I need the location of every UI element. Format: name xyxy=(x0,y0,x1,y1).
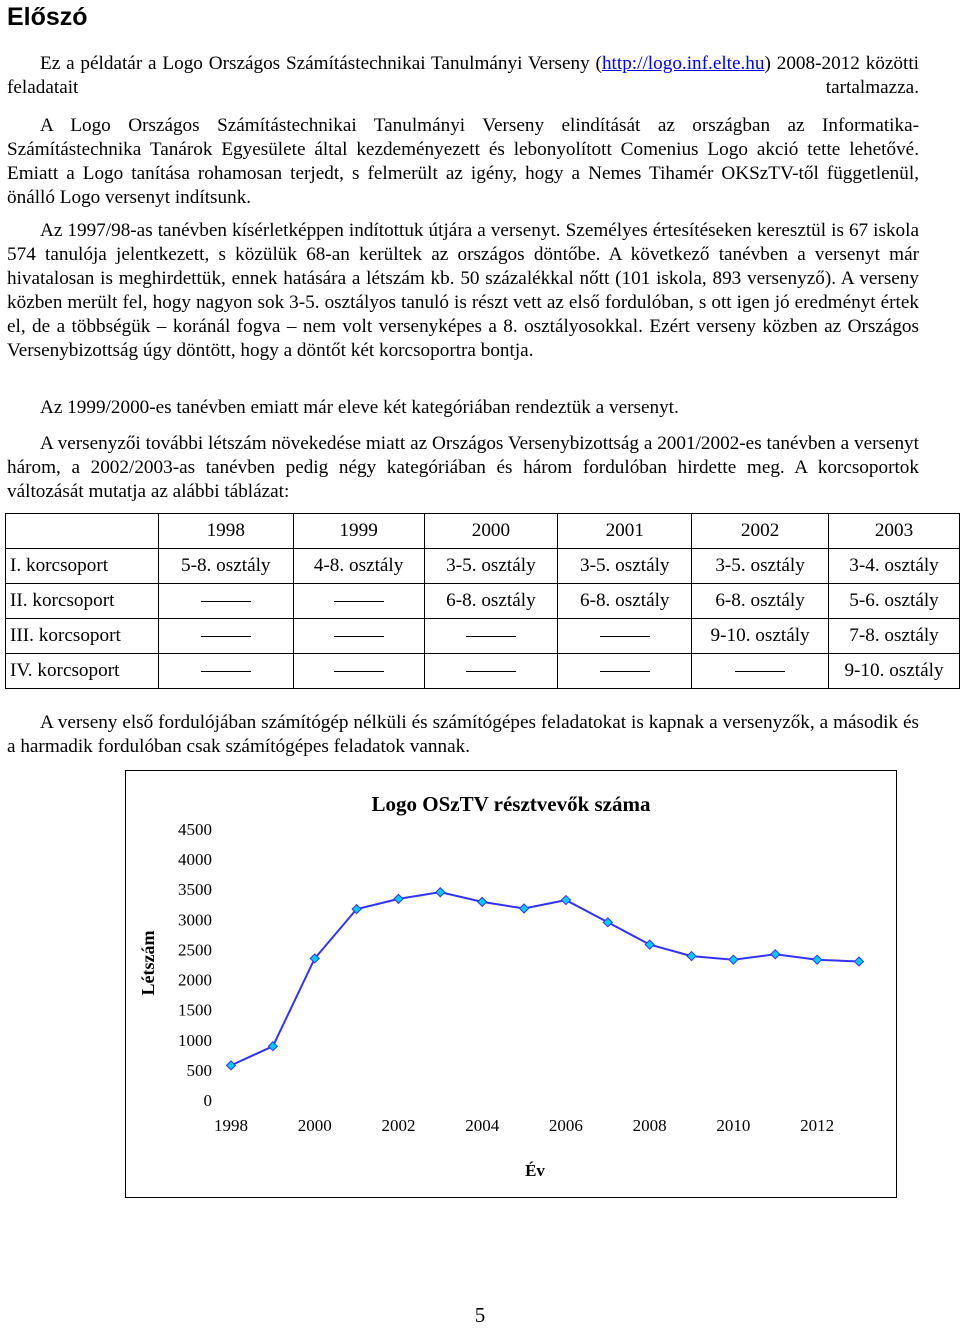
page-title: Előszó xyxy=(7,3,88,31)
table-cell xyxy=(692,654,829,689)
not-applicable-dash xyxy=(334,636,384,637)
rounds-paragraph: A verseny első fordulójában számítógép nélküli és számítógépes feladatokat is kapnak a versenyzők, a második és a harmadik fordulóban csak számítógépes feladatok vannak. xyxy=(7,712,919,757)
table-cell: 6-8. osztály xyxy=(692,584,829,619)
data-point xyxy=(227,1061,236,1070)
table-cell xyxy=(293,584,424,619)
data-point xyxy=(645,940,654,949)
data-point xyxy=(394,894,403,903)
data-point xyxy=(268,1042,277,1051)
table-cell xyxy=(158,619,293,654)
table-cell xyxy=(158,654,293,689)
y-tick-label: 1500 xyxy=(178,1000,212,1020)
table-header-cell xyxy=(6,514,159,549)
table-row xyxy=(6,619,960,654)
table-cell: 6-8. osztály xyxy=(558,584,692,619)
not-applicable-dash xyxy=(334,671,384,672)
y-axis-label: Létszám xyxy=(138,930,158,996)
intro-paragraph xyxy=(7,52,919,100)
table-cell: 3-5. osztály xyxy=(692,549,829,584)
x-tick-label: 2010 xyxy=(716,1116,751,1135)
not-applicable-dash xyxy=(334,601,384,602)
data-point xyxy=(561,896,570,905)
table-row-label: IV. korcsoport xyxy=(6,654,159,689)
x-tick-label: 1998 xyxy=(214,1116,248,1135)
y-tick-label: 4000 xyxy=(178,850,212,870)
x-tick-label: 2004 xyxy=(465,1116,500,1135)
participants-chart xyxy=(125,770,897,1198)
page-number: 5 xyxy=(474,1303,486,1327)
table-cell: 9-10. osztály xyxy=(829,654,960,689)
data-point xyxy=(771,950,780,959)
y-tick-label: 3500 xyxy=(178,880,212,900)
not-applicable-dash xyxy=(466,636,516,637)
table-row-label: II. korcsoport xyxy=(6,584,159,619)
table-cell: 6-8. osztály xyxy=(424,584,558,619)
data-point xyxy=(687,952,696,961)
table-header-cell: 2000 xyxy=(424,514,558,549)
table-cell: 5-6. osztály xyxy=(829,584,960,619)
two-categories-paragraph: Az 1999/2000-es tanévben emiatt már eleve két kategóriában rendeztük a versenyt. xyxy=(40,397,679,418)
age-group-table xyxy=(5,513,960,689)
x-tick-label: 2000 xyxy=(297,1116,332,1135)
y-tick-label: 1000 xyxy=(178,1030,212,1050)
table-cell: 4-8. osztály xyxy=(293,549,424,584)
chart-title: Logo OSzTV résztvevők száma xyxy=(371,792,651,816)
not-applicable-dash xyxy=(466,671,516,672)
table-header-cell: 2003 xyxy=(829,514,960,549)
series-line xyxy=(231,892,859,1065)
competition-link[interactable]: http://logo.inf.elte.hu xyxy=(601,53,765,74)
x-axis-label: Év xyxy=(525,1161,545,1180)
x-tick-label: 2008 xyxy=(632,1116,667,1135)
y-tick-label: 3000 xyxy=(178,910,212,930)
x-tick-label: 2012 xyxy=(800,1116,835,1135)
data-point xyxy=(520,904,529,913)
table-row-label: III. korcsoport xyxy=(6,619,159,654)
y-tick-label: 2000 xyxy=(178,970,212,990)
not-applicable-dash xyxy=(201,671,251,672)
table-header-cell: 2001 xyxy=(558,514,692,549)
table-cell: 5-8. osztály xyxy=(158,549,293,584)
table-cell xyxy=(558,654,692,689)
x-tick-label: 2002 xyxy=(381,1116,416,1135)
not-applicable-dash xyxy=(201,601,251,602)
table-cell xyxy=(424,654,558,689)
data-point xyxy=(813,955,822,964)
intro-text-after: ) 2008-2012 közötti feladatait tartalmazza. xyxy=(7,53,919,98)
growth-paragraph: A versenyzői további létszám növekedése miatt az Országos Versenybizottság a 2001/2002-es tanévben a versenyt három, a 2002/2003-as tanévben pedig négy kategóriában és három fordulóban hirdette meg. A korcsoportok változását mutatja az alábbi táblázat: xyxy=(7,433,919,502)
data-point xyxy=(478,897,487,906)
table-cell: 3-5. osztály xyxy=(424,549,558,584)
participants-chart-svg xyxy=(126,771,896,1197)
not-applicable-dash xyxy=(600,636,650,637)
y-tick-label: 0 xyxy=(203,1091,212,1110)
y-tick-label: 2500 xyxy=(178,940,212,960)
x-tick-label: 2006 xyxy=(548,1116,583,1135)
intro-text-before: Ez a példatár a Logo Országos Számítástechnikai Tanulmányi Verseny ( xyxy=(40,53,602,74)
table-row xyxy=(6,549,960,584)
table-header-cell: 1998 xyxy=(158,514,293,549)
table-cell: 9-10. osztály xyxy=(692,619,829,654)
table-cell xyxy=(558,619,692,654)
table-header-cell: 2002 xyxy=(692,514,829,549)
table-cell: 7-8. osztály xyxy=(829,619,960,654)
data-point xyxy=(603,918,612,927)
table-cell xyxy=(293,619,424,654)
table-row xyxy=(6,654,960,689)
y-tick-label: 4500 xyxy=(178,820,212,839)
table-cell xyxy=(424,619,558,654)
not-applicable-dash xyxy=(600,671,650,672)
table-row xyxy=(6,584,960,619)
table-cell xyxy=(293,654,424,689)
y-tick-label: 500 xyxy=(186,1060,212,1080)
data-point xyxy=(436,888,445,897)
table-header-cell: 1999 xyxy=(293,514,424,549)
table-cell: 3-4. osztály xyxy=(829,549,960,584)
not-applicable-dash xyxy=(735,671,785,672)
history-paragraph: A Logo Országos Számítástechnikai Tanulmányi Verseny elindítását az országban az Informatika-Számítástechnika Tanárok Egyesülete által kezdeményezett és lebonyolított Comenius Logo akció tette lehetővé. Emiatt a Logo tanítása rohamosan terjedt, s felmerült az igény, hogy a Nemes Tihamér OKSzTV-től függetlenül, önálló Logo versenyt indítsunk. xyxy=(7,115,919,208)
table-cell: 3-5. osztály xyxy=(558,549,692,584)
data-point xyxy=(729,955,738,964)
table-cell xyxy=(158,584,293,619)
table-header-row xyxy=(6,514,960,549)
table-row-label: I. korcsoport xyxy=(6,549,159,584)
not-applicable-dash xyxy=(201,636,251,637)
first-year-paragraph: Az 1997/98-as tanévben kísérletképpen indítottuk útjára a versenyt. Személyes értesítéseken keresztül is 67 iskola 574 tanulója jelentkezett, s közülük 68-an kerültek az országos döntőbe. A következő tanévben a versenyt már hivatalosan is meghirdettük, ennek hatására a létszám kb. 50 százalékkal nőtt (101 iskola, 893 versenyző). A verseny közben merült fel, hogy nagyon sok 3-5. osztályos tanuló is részt vett az első fordulóban, s ott igen jó eredményt értek el, de a többségük – koránál fogva – nem volt versenyképes a 8. osztályosokkal. Ezért verseny közben az Országos Versenybizottság úgy döntött, hogy a döntőt két korcsoportra bontja. xyxy=(7,220,919,361)
data-point xyxy=(855,957,864,966)
